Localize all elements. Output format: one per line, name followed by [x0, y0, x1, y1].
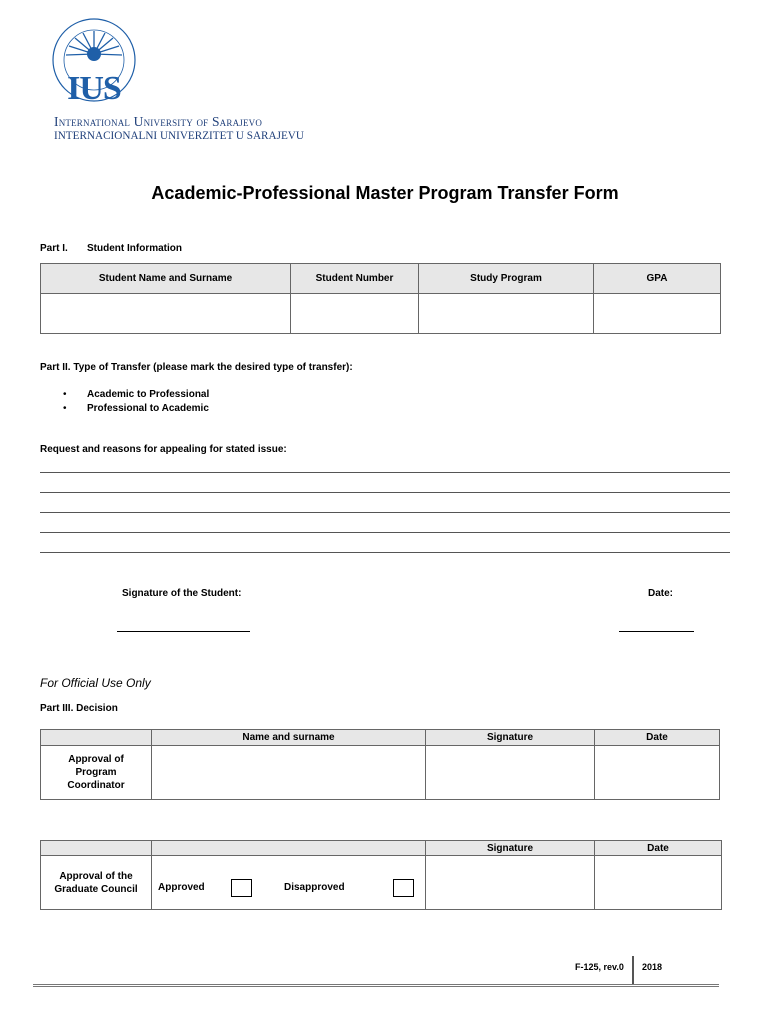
request-label: Request and reasons for appealing for stated issue: — [40, 444, 287, 455]
col-study-program: Study Program — [419, 264, 594, 294]
student-info-table — [40, 263, 721, 334]
col-student-name: Student Name and Surname — [41, 264, 291, 294]
bullet-icon: • — [63, 403, 67, 414]
option-academic-to-professional[interactable]: Academic to Professional — [87, 389, 210, 400]
row-graduate-council: Approval of the Graduate Council — [41, 856, 152, 910]
request-line-2[interactable] — [40, 492, 730, 493]
student-signature-label: Signature of the Student: — [122, 588, 242, 599]
council-signature-field[interactable] — [426, 856, 595, 910]
col-date: Date — [595, 841, 722, 856]
blank-header-cell — [152, 841, 426, 856]
university-logo — [47, 18, 141, 108]
coordinator-approval-table — [40, 729, 720, 800]
student-number-field[interactable] — [291, 294, 419, 334]
disapproved-label: Disapproved — [284, 882, 345, 893]
request-line-5[interactable] — [40, 552, 730, 553]
col-signature: Signature — [426, 730, 595, 746]
bullet-icon: • — [63, 389, 67, 400]
council-date-field[interactable] — [595, 856, 722, 910]
request-line-3[interactable] — [40, 512, 730, 513]
coordinator-signature-field[interactable] — [426, 746, 595, 800]
graduate-council-table — [40, 840, 722, 910]
option-professional-to-academic[interactable]: Professional to Academic — [87, 403, 209, 414]
coordinator-date-field[interactable] — [595, 746, 720, 800]
student-name-field[interactable] — [41, 294, 291, 334]
col-date: Date — [595, 730, 720, 746]
part2-heading: Part II. Type of Transfer (please mark the desired type of transfer): — [40, 362, 353, 373]
request-line-1[interactable] — [40, 472, 730, 473]
logo-ius-text: IUS — [67, 70, 121, 107]
university-name-en: International University of Sarajevo — [54, 114, 263, 129]
form-title: Academic-Professional Master Program Transfer Form — [151, 183, 619, 203]
request-line-4[interactable] — [40, 532, 730, 533]
part1-label: Part I. — [40, 243, 68, 254]
footer-rule — [33, 984, 719, 987]
approved-checkbox[interactable] — [231, 879, 252, 897]
date-line[interactable] — [619, 631, 694, 632]
corner-cell — [41, 730, 152, 746]
official-use-label: For Official Use Only — [40, 676, 151, 690]
col-name-surname: Name and surname — [152, 730, 426, 746]
student-signature-line[interactable] — [117, 631, 250, 632]
approved-label: Approved — [158, 882, 205, 893]
gpa-field[interactable] — [594, 294, 721, 334]
date-label: Date: — [648, 588, 674, 599]
university-name-bs: INTERNACIONALNI UNIVERZITET U SARAJEVU — [54, 130, 304, 142]
col-student-number: Student Number — [291, 264, 419, 294]
part1-heading: Student Information — [87, 243, 182, 254]
col-signature: Signature — [426, 841, 595, 856]
col-gpa: GPA — [594, 264, 721, 294]
corner-cell — [41, 841, 152, 856]
footer-divider — [632, 956, 634, 985]
part3-heading: Part III. Decision — [40, 703, 118, 714]
disapproved-checkbox[interactable] — [393, 879, 414, 897]
study-program-field[interactable] — [419, 294, 594, 334]
form-year: 2018 — [642, 962, 663, 972]
row-program-coordinator: Approval of Program Coordinator — [41, 746, 152, 800]
coordinator-name-field[interactable] — [152, 746, 426, 800]
form-code: F-125, rev.0 — [575, 962, 624, 972]
